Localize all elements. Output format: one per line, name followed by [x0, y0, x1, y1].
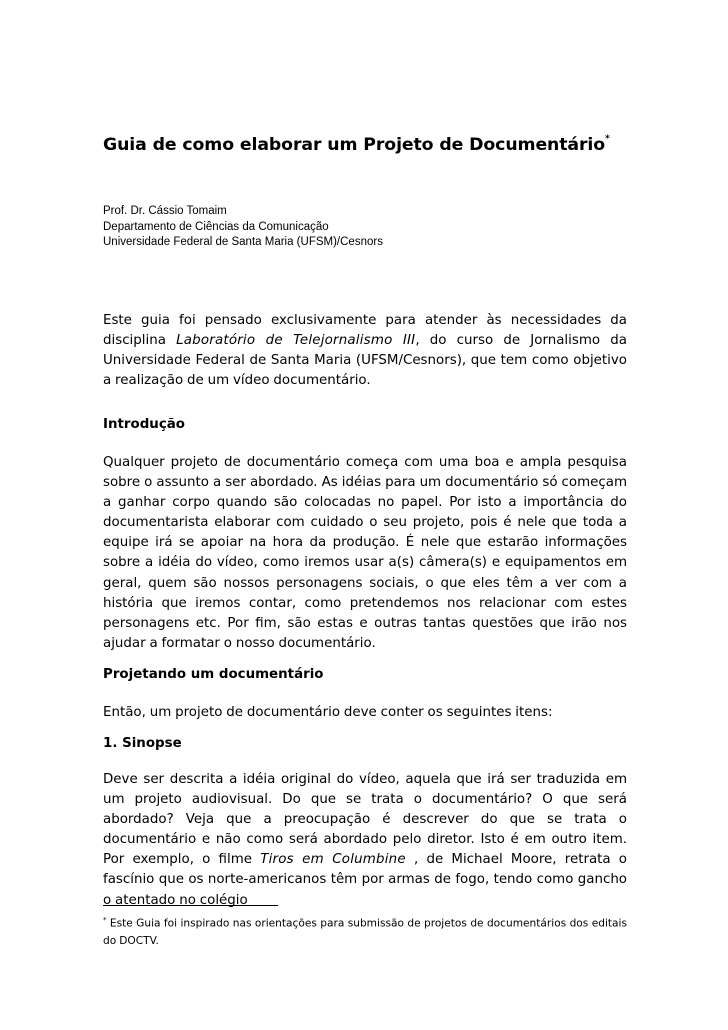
sinopse-text-end: , de Michael Moore, retrata o fascínio que os norte-americanos têm por armas de fogo, tendo como gancho o atentado no colégio — [103, 852, 627, 908]
document-title — [103, 135, 643, 155]
footnote-text: Este Guia foi inspirado nas orientações para submissão de projetos de documentários dos editais do DOCTV. — [103, 917, 627, 947]
author-university: Universidade Federal de Santa Maria (UFSM)/Cesnors — [103, 236, 383, 248]
author-department: Departamento de Ciências da Comunicação — [103, 220, 329, 233]
author-name: Prof. Dr. Cássio Tomaim — [103, 205, 227, 217]
footnote-separator — [103, 905, 278, 906]
heading-sinopse: 1. Sinopse — [103, 736, 182, 751]
author-block — [103, 204, 627, 251]
intro-paragraph — [103, 311, 627, 391]
film-title: Tiros em Columbine — [260, 852, 406, 868]
sinopse-paragraph — [103, 770, 627, 911]
heading-introducao: Introdução — [103, 417, 186, 432]
intro-text-end: , do curso de Jornalismo da Universidade Federal de Santa Maria (UFSM/Cesnors), que tem como objetivo a realização de um vídeo documentário. — [103, 333, 627, 389]
projetando-paragraph: Então, um projeto de documentário deve conter os seguintes itens: — [103, 705, 553, 720]
introducao-paragraph: Qualquer projeto de documentário começa com uma boa e ampla pesquisa sobre o assunto a ser abordado. As idéias para um documentário só começam a ganhar corpo quando são colocadas no papel. Por isto a importância do documentarista elaborar com cuidado o seu projeto, pois é nele que toda a equipe irá se apoiar na hora da produção. É nele que estarão informações sobre a idéia do vídeo, como iremos usar a(s) câmera(s) e equipamentos em geral, quem são nossos personagens sociais, o que eles têm a ver com a história que iremos contar, como pretendemos nos relacionar com estes personagens etc. Por fim, são estas e outras tantas questões que irão nos ajudar a formatar o nosso documentário. — [103, 455, 627, 651]
sinopse-text-start: Deve ser descrita a idéia original do vídeo, aquela que irá ser traduzida em um projeto audiovisual. Do que se trata o documentário? O que será abordado? Veja que a preocupação é descrever do que se trata o documentário e não como será abordado pelo diretor. Isto é em outro item. Por exemplo, o filme — [103, 772, 627, 868]
title-footnote-mark: * — [605, 134, 610, 145]
intro-text-start: Este guia foi pensado exclusivamente para atender às necessidades da disciplina — [103, 313, 627, 349]
footnote-mark: * — [103, 916, 107, 924]
course-name: Laboratório de Telejornalismo III — [176, 333, 416, 349]
heading-projetando: Projetando um documentário — [103, 667, 324, 682]
footnote — [103, 912, 627, 950]
document-title-text: Guia de como elaborar um Projeto de Documentário — [103, 135, 606, 155]
